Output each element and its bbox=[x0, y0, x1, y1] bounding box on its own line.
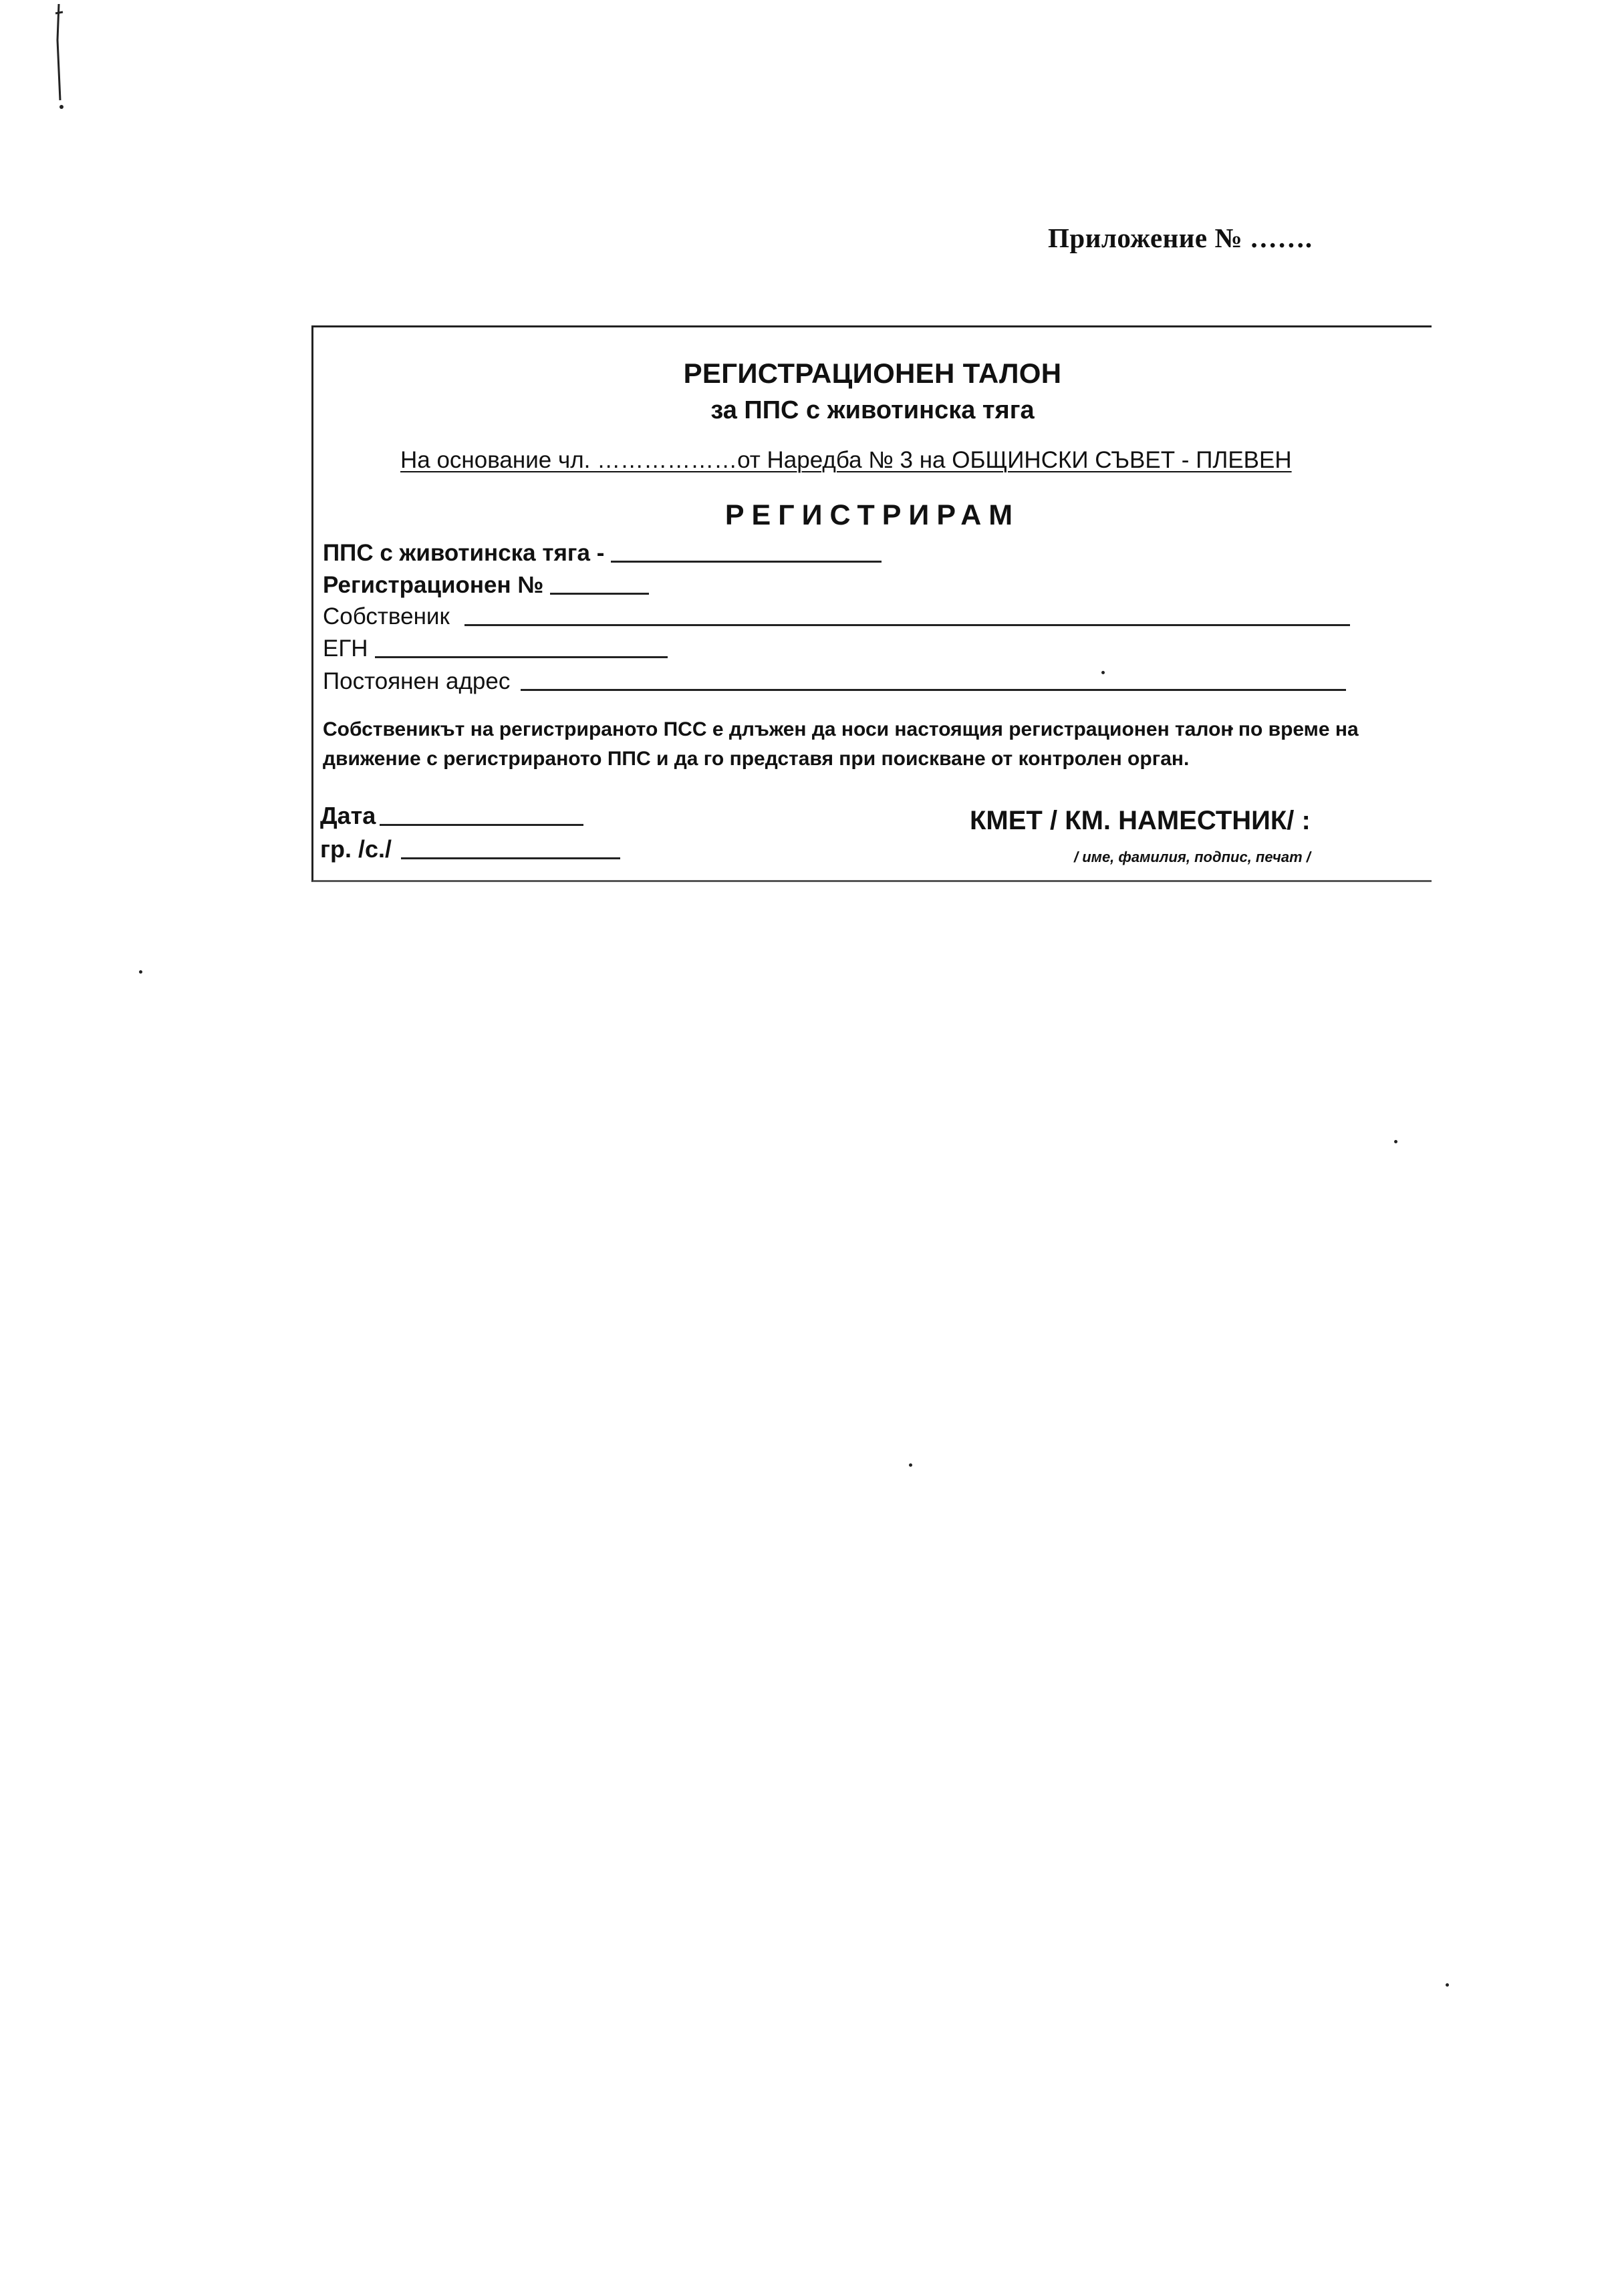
vehicle-label: ППС с животинска тяга - bbox=[323, 540, 605, 566]
vehicle-fill-line[interactable] bbox=[611, 561, 882, 563]
scan-mark bbox=[53, 0, 67, 117]
egn-field bbox=[323, 635, 668, 662]
scan-speck bbox=[1394, 1140, 1397, 1143]
address-field bbox=[323, 668, 1346, 695]
date-label: Дата bbox=[320, 802, 376, 829]
owner-fill-line[interactable] bbox=[464, 624, 1350, 626]
registration-number-field bbox=[323, 572, 649, 599]
city-label: гр. /с./ bbox=[320, 835, 392, 863]
card-subtitle: за ППС с животинска тяга bbox=[710, 396, 1035, 424]
owner-label: Собственик bbox=[323, 603, 450, 629]
scan-speck bbox=[1446, 1983, 1449, 1987]
egn-fill-line[interactable] bbox=[375, 656, 668, 658]
scan-speck bbox=[139, 970, 142, 974]
date-field bbox=[320, 802, 583, 830]
registration-number-fill-line[interactable] bbox=[550, 593, 649, 595]
owner-field bbox=[323, 603, 1350, 630]
register-heading: РЕГИСТРИРАМ bbox=[724, 499, 1021, 531]
card-title: РЕГИСТРАЦИОНЕН ТАЛОН bbox=[683, 357, 1062, 389]
appendix-label: Приложение № ……. bbox=[1048, 223, 1313, 253]
legal-basis-line: На основание чл. ………………от Наредба № 3 на ОБЩИНСКИ СЪВЕТ - ПЛЕВЕН bbox=[400, 447, 1292, 473]
address-fill-line[interactable] bbox=[521, 689, 1346, 691]
scan-speck bbox=[909, 1463, 912, 1467]
date-fill-line[interactable] bbox=[380, 824, 583, 826]
owner-notice: Собственикът на регистрираното ПСС е длъжен да носи настоящия регистрационен талон по време на движение с регистрираното ППС и да го представя при поискване от контролен орган. bbox=[323, 718, 1359, 770]
registration-number-label: Регистрационен № bbox=[323, 572, 544, 598]
egn-label: ЕГН bbox=[323, 635, 368, 662]
mayor-label: КМЕТ / КМ. НАМЕСТНИК/ : bbox=[970, 806, 1311, 835]
vehicle-field bbox=[323, 540, 882, 567]
city-field bbox=[320, 835, 620, 863]
address-label: Постоянен адрес bbox=[323, 668, 511, 694]
registration-card bbox=[311, 325, 1432, 882]
signature-hint: / име, фамилия, подпис, печат / bbox=[1074, 849, 1311, 865]
city-fill-line[interactable] bbox=[401, 857, 620, 859]
